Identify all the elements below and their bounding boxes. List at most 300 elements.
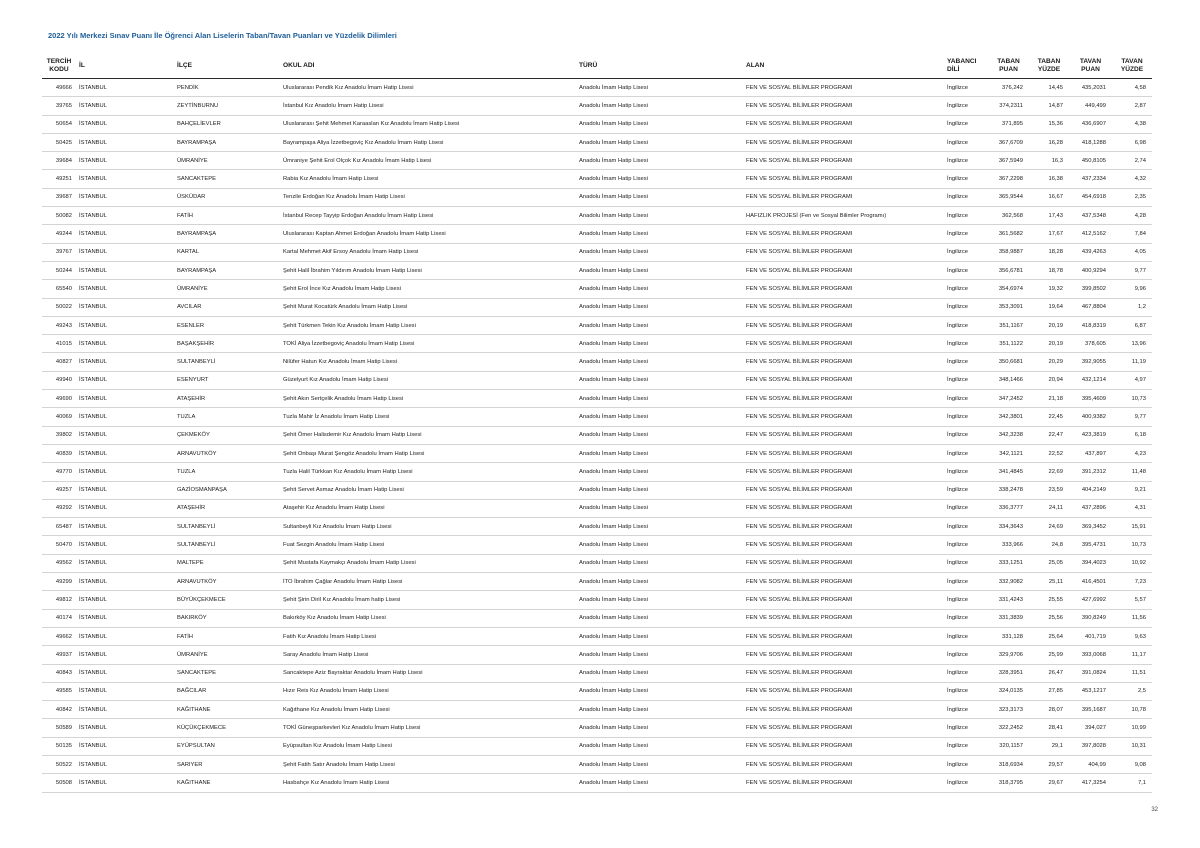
cell-turu: Anadolu İmam Hatip Lisesi [576,444,743,462]
cell-alan: FEN VE SOSYAL BİLİMLER PROGRAMI [743,225,944,243]
cell-taban-puan: 367,6709 [988,133,1029,151]
cell-tercih-kodu: 50522 [42,755,76,773]
cell-ilce: GAZİOSMANPAŞA [174,481,280,499]
cell-tavan-puan: 397,8028 [1069,737,1112,755]
cell-tavan-puan: 450,8105 [1069,152,1112,170]
cell-tavan-yuzde: 9,77 [1112,261,1152,279]
cell-okul-adi: İstanbul Recep Tayyip Erdoğan Anadolu İmam Hatip Lisesi [280,207,576,225]
cell-okul-adi: Kartal Mehmet Akif Ersoy Anadolu İmam Hatip Lisesi [280,243,576,261]
cell-okul-adi: Bayrampaşa Aliya İzzetbegoviç Kız Anadolu İmam Hatip Lisesi [280,133,576,151]
cell-okul-adi: Tenzile Erdoğan Kız Anadolu İmam Hatip Lisesi [280,188,576,206]
cell-turu: Anadolu İmam Hatip Lisesi [576,499,743,517]
cell-yabanci-dili: İngilizce [944,225,988,243]
cell-il: İSTANBUL [76,755,174,773]
cell-tavan-yuzde: 4,23 [1112,444,1152,462]
table-row [42,774,1152,792]
cell-okul-adi: TOKİ Aliya İzzetbegoviç Anadolu İmam Hatip Lisesi [280,335,576,353]
cell-ilce: SARIYER [174,755,280,773]
cell-alan: FEN VE SOSYAL BİLİMLER PROGRAMI [743,719,944,737]
cell-ilce: ÜSKÜDAR [174,188,280,206]
table-row [42,518,1152,536]
cell-yabanci-dili: İngilizce [944,682,988,700]
cell-tavan-puan: 395,1687 [1069,701,1112,719]
table-row [42,188,1152,206]
cell-yabanci-dili: İngilizce [944,737,988,755]
table-row [42,591,1152,609]
cell-alan: FEN VE SOSYAL BİLİMLER PROGRAMI [743,627,944,645]
cell-il: İSTANBUL [76,463,174,481]
cell-tercih-kodu: 49585 [42,682,76,700]
cell-turu: Anadolu İmam Hatip Lisesi [576,335,743,353]
cell-tercih-kodu: 49562 [42,554,76,572]
cell-tavan-puan: 394,4023 [1069,554,1112,572]
cell-tavan-yuzde: 2,5 [1112,682,1152,700]
cell-il: İSTANBUL [76,481,174,499]
cell-tercih-kodu: 50470 [42,536,76,554]
cell-taban-yuzde: 22,47 [1029,426,1069,444]
cell-alan: FEN VE SOSYAL BİLİMLER PROGRAMI [743,609,944,627]
cell-il: İSTANBUL [76,573,174,591]
table-row [42,316,1152,334]
cell-il: İSTANBUL [76,701,174,719]
cell-taban-puan: 347,2452 [988,390,1029,408]
cell-il: İSTANBUL [76,408,174,426]
cell-taban-yuzde: 29,57 [1029,755,1069,773]
cell-tavan-yuzde: 9,96 [1112,280,1152,298]
cell-turu: Anadolu İmam Hatip Lisesi [576,591,743,609]
cell-okul-adi: Saray Anadolu İmam Hatip Lisesi [280,646,576,664]
cell-ilce: KARTAL [174,243,280,261]
cell-tavan-yuzde: 10,78 [1112,701,1152,719]
table-row [42,390,1152,408]
table-body [42,79,1152,793]
cell-alan: FEN VE SOSYAL BİLİMLER PROGRAMI [743,335,944,353]
cell-tavan-yuzde: 11,51 [1112,664,1152,682]
cell-tercih-kodu: 49666 [42,79,76,97]
cell-tavan-yuzde: 11,48 [1112,463,1152,481]
cell-tavan-puan: 395,4731 [1069,536,1112,554]
cell-yabanci-dili: İngilizce [944,408,988,426]
cell-il: İSTANBUL [76,591,174,609]
cell-tercih-kodu: 49940 [42,371,76,389]
header-taban-puan: TABAN PUAN [988,53,1029,79]
cell-alan: FEN VE SOSYAL BİLİMLER PROGRAMI [743,646,944,664]
table-row [42,225,1152,243]
table-row [42,664,1152,682]
cell-taban-puan: 331,3839 [988,609,1029,627]
table-row [42,426,1152,444]
cell-taban-puan: 371,895 [988,115,1029,133]
table-row [42,627,1152,645]
cell-taban-puan: 367,5949 [988,152,1029,170]
cell-taban-yuzde: 18,28 [1029,243,1069,261]
table-row [42,682,1152,700]
cell-taban-puan: 318,6934 [988,755,1029,773]
cell-turu: Anadolu İmam Hatip Lisesi [576,170,743,188]
header-yabanci-dili: YABANCI DİLİ [944,53,988,79]
cell-okul-adi: Şehit Şirin Diril Kız Anadolu İmam hatip Lisesi [280,591,576,609]
cell-alan: FEN VE SOSYAL BİLİMLER PROGRAMI [743,298,944,316]
cell-yabanci-dili: İngilizce [944,627,988,645]
cell-il: İSTANBUL [76,188,174,206]
cell-taban-puan: 320,1157 [988,737,1029,755]
cell-alan: FEN VE SOSYAL BİLİMLER PROGRAMI [743,499,944,517]
header-okul-adi: OKUL ADI [280,53,576,79]
cell-tavan-yuzde: 11,19 [1112,353,1152,371]
cell-tavan-yuzde: 2,35 [1112,188,1152,206]
cell-taban-puan: 356,6781 [988,261,1029,279]
cell-alan: FEN VE SOSYAL BİLİMLER PROGRAMI [743,682,944,700]
cell-tavan-yuzde: 13,96 [1112,335,1152,353]
cell-taban-puan: 351,1167 [988,316,1029,334]
cell-tercih-kodu: 49299 [42,573,76,591]
header-turu: TÜRÜ [576,53,743,79]
cell-yabanci-dili: İngilizce [944,774,988,792]
cell-taban-yuzde: 25,05 [1029,554,1069,572]
cell-taban-puan: 342,3238 [988,426,1029,444]
cell-ilce: ATAŞEHİR [174,390,280,408]
cell-yabanci-dili: İngilizce [944,298,988,316]
cell-taban-puan: 341,4845 [988,463,1029,481]
cell-il: İSTANBUL [76,499,174,517]
cell-il: İSTANBUL [76,225,174,243]
cell-okul-adi: Uluslararası Pendik Kız Anadolu İmam Hatip Lisesi [280,79,576,97]
cell-yabanci-dili: İngilizce [944,170,988,188]
cell-taban-yuzde: 20,94 [1029,371,1069,389]
table-row [42,737,1152,755]
cell-tercih-kodu: 50022 [42,298,76,316]
cell-il: İSTANBUL [76,371,174,389]
school-score-table [42,53,1152,793]
cell-tercih-kodu: 39767 [42,243,76,261]
cell-il: İSTANBUL [76,554,174,572]
cell-taban-puan: 365,9544 [988,188,1029,206]
cell-okul-adi: Tuzla Halil Türkkan Kız Anadolu İmam Hatip Lisesi [280,463,576,481]
header-alan: ALAN [743,53,944,79]
cell-tavan-puan: 436,6907 [1069,115,1112,133]
cell-okul-adi: Şehit Servet Asmaz Anadolu İmam Hatip Lisesi [280,481,576,499]
cell-alan: FEN VE SOSYAL BİLİMLER PROGRAMI [743,188,944,206]
table-row [42,499,1152,517]
cell-alan: FEN VE SOSYAL BİLİMLER PROGRAMI [743,243,944,261]
cell-il: İSTANBUL [76,627,174,645]
cell-yabanci-dili: İngilizce [944,79,988,97]
cell-il: İSTANBUL [76,390,174,408]
cell-turu: Anadolu İmam Hatip Lisesi [576,79,743,97]
table-row [42,609,1152,627]
cell-alan: FEN VE SOSYAL BİLİMLER PROGRAMI [743,170,944,188]
cell-il: İSTANBUL [76,133,174,151]
cell-taban-puan: 322,2452 [988,719,1029,737]
cell-ilce: BAKIRKÖY [174,609,280,627]
cell-turu: Anadolu İmam Hatip Lisesi [576,97,743,115]
cell-tavan-puan: 391,0824 [1069,664,1112,682]
cell-yabanci-dili: İngilizce [944,371,988,389]
table-row [42,536,1152,554]
cell-yabanci-dili: İngilizce [944,554,988,572]
cell-tavan-yuzde: 6,87 [1112,316,1152,334]
cell-tavan-yuzde: 4,58 [1112,79,1152,97]
cell-il: İSTANBUL [76,737,174,755]
cell-taban-yuzde: 16,38 [1029,170,1069,188]
cell-okul-adi: Eyüpsultan Kız Anadolu İmam Hatip Lisesi [280,737,576,755]
cell-turu: Anadolu İmam Hatip Lisesi [576,408,743,426]
cell-ilce: KÜÇÜKÇEKMECE [174,719,280,737]
cell-il: İSTANBUL [76,719,174,737]
cell-tavan-yuzde: 9,63 [1112,627,1152,645]
cell-alan: FEN VE SOSYAL BİLİMLER PROGRAMI [743,371,944,389]
cell-ilce: ÜMRANİYE [174,646,280,664]
cell-okul-adi: Nilüfer Hatun Kız Anadolu İmam Hatip Lisesi [280,353,576,371]
cell-tavan-puan: 437,2896 [1069,499,1112,517]
cell-tavan-puan: 449,499 [1069,97,1112,115]
cell-turu: Anadolu İmam Hatip Lisesi [576,207,743,225]
table-row [42,554,1152,572]
cell-il: İSTANBUL [76,353,174,371]
cell-tavan-yuzde: 7,84 [1112,225,1152,243]
cell-tavan-yuzde: 2,87 [1112,97,1152,115]
cell-tavan-puan: 437,2334 [1069,170,1112,188]
table-row [42,481,1152,499]
cell-ilce: AVCILAR [174,298,280,316]
cell-taban-yuzde: 19,64 [1029,298,1069,316]
cell-alan: FEN VE SOSYAL BİLİMLER PROGRAMI [743,353,944,371]
cell-tercih-kodu: 49662 [42,627,76,645]
cell-tercih-kodu: 49257 [42,481,76,499]
cell-taban-yuzde: 26,47 [1029,664,1069,682]
cell-taban-puan: 328,3951 [988,664,1029,682]
cell-turu: Anadolu İmam Hatip Lisesi [576,609,743,627]
cell-yabanci-dili: İngilizce [944,390,988,408]
cell-yabanci-dili: İngilizce [944,609,988,627]
cell-ilce: EYÜPSULTAN [174,737,280,755]
cell-taban-yuzde: 29,1 [1029,737,1069,755]
table-row [42,243,1152,261]
cell-tavan-yuzde: 4,31 [1112,499,1152,517]
cell-tercih-kodu: 49251 [42,170,76,188]
cell-taban-puan: 353,3091 [988,298,1029,316]
cell-ilce: PENDİK [174,79,280,97]
cell-tavan-yuzde: 4,05 [1112,243,1152,261]
cell-okul-adi: Şehit Onbaşı Murat Şengöz Anadolu İmam Hatip Lisesi [280,444,576,462]
cell-yabanci-dili: İngilizce [944,664,988,682]
cell-ilce: TUZLA [174,463,280,481]
cell-okul-adi: Tuzla Mahir İz Anadolu İmam Hatip Lisesi [280,408,576,426]
cell-yabanci-dili: İngilizce [944,463,988,481]
cell-tercih-kodu: 50589 [42,719,76,737]
cell-turu: Anadolu İmam Hatip Lisesi [576,737,743,755]
cell-turu: Anadolu İmam Hatip Lisesi [576,371,743,389]
cell-tercih-kodu: 40174 [42,609,76,627]
table-row [42,97,1152,115]
cell-tavan-yuzde: 10,99 [1112,719,1152,737]
header-taban-yuzde: TABAN YÜZDE [1029,53,1069,79]
cell-taban-puan: 324,0135 [988,682,1029,700]
cell-yabanci-dili: İngilizce [944,481,988,499]
table-row [42,646,1152,664]
cell-ilce: TUZLA [174,408,280,426]
cell-tavan-yuzde: 15,91 [1112,518,1152,536]
cell-taban-yuzde: 20,29 [1029,353,1069,371]
table-row [42,701,1152,719]
cell-alan: FEN VE SOSYAL BİLİMLER PROGRAMI [743,97,944,115]
cell-ilce: BAHÇELİEVLER [174,115,280,133]
cell-tavan-puan: 394,027 [1069,719,1112,737]
cell-il: İSTANBUL [76,97,174,115]
cell-okul-adi: Hızır Reis Kız Anadolu İmam Hatip Lisesi [280,682,576,700]
cell-tavan-puan: 400,9382 [1069,408,1112,426]
cell-yabanci-dili: İngilizce [944,518,988,536]
cell-tavan-puan: 437,897 [1069,444,1112,462]
cell-tercih-kodu: 39802 [42,426,76,444]
cell-tavan-puan: 400,9294 [1069,261,1112,279]
cell-yabanci-dili: İngilizce [944,591,988,609]
header-tavan-yuzde: TAVAN YÜZDE [1112,53,1152,79]
cell-ilce: ARNAVUTKÖY [174,444,280,462]
cell-tavan-puan: 391,2312 [1069,463,1112,481]
cell-il: İSTANBUL [76,316,174,334]
cell-taban-yuzde: 19,32 [1029,280,1069,298]
table-row [42,170,1152,188]
cell-yabanci-dili: İngilizce [944,719,988,737]
cell-yabanci-dili: İngilizce [944,188,988,206]
cell-tavan-yuzde: 11,56 [1112,609,1152,627]
cell-tercih-kodu: 49690 [42,390,76,408]
cell-tavan-puan: 423,3819 [1069,426,1112,444]
cell-tavan-puan: 418,8319 [1069,316,1112,334]
cell-turu: Anadolu İmam Hatip Lisesi [576,243,743,261]
cell-tavan-yuzde: 9,77 [1112,408,1152,426]
cell-taban-puan: 318,3795 [988,774,1029,792]
cell-okul-adi: Şehit Ömer Halisdemir Kız Anadolu İmam Hatip Lisesi [280,426,576,444]
cell-yabanci-dili: İngilizce [944,701,988,719]
cell-okul-adi: Fatih Kız Anadolu İmam Hatip Lisesi [280,627,576,645]
cell-ilce: ÜMRANİYE [174,280,280,298]
table-row [42,335,1152,353]
cell-okul-adi: Hasbahçe Kız Anadolu İmam Hatip Lisesi [280,774,576,792]
cell-tercih-kodu: 40839 [42,444,76,462]
cell-taban-puan: 331,128 [988,627,1029,645]
cell-tavan-puan: 427,6992 [1069,591,1112,609]
cell-turu: Anadolu İmam Hatip Lisesi [576,280,743,298]
cell-ilce: ESENYURT [174,371,280,389]
cell-il: İSTANBUL [76,774,174,792]
cell-yabanci-dili: İngilizce [944,280,988,298]
cell-alan: FEN VE SOSYAL BİLİMLER PROGRAMI [743,390,944,408]
cell-tavan-puan: 412,5162 [1069,225,1112,243]
cell-taban-yuzde: 16,3 [1029,152,1069,170]
cell-taban-puan: 361,5682 [988,225,1029,243]
table-row [42,115,1152,133]
table-row [42,79,1152,97]
cell-yabanci-dili: İngilizce [944,152,988,170]
cell-turu: Anadolu İmam Hatip Lisesi [576,536,743,554]
cell-yabanci-dili: İngilizce [944,335,988,353]
cell-taban-yuzde: 18,78 [1029,261,1069,279]
cell-taban-yuzde: 25,11 [1029,573,1069,591]
cell-okul-adi: İTO İbrahim Çağlar Anadolu İmam Hatip Lisesi [280,573,576,591]
header-ilce: İLÇE [174,53,280,79]
cell-tavan-puan: 432,1214 [1069,371,1112,389]
cell-okul-adi: Şehit Türkmen Tekin Kız Anadolu İmam Hatip Lisesi [280,316,576,334]
cell-okul-adi: TOKİ Güneşparkevleri Kız Anadolu İmam Hatip Lisesi [280,719,576,737]
cell-taban-puan: 338,2478 [988,481,1029,499]
cell-tavan-puan: 453,1217 [1069,682,1112,700]
cell-taban-yuzde: 25,64 [1029,627,1069,645]
cell-turu: Anadolu İmam Hatip Lisesi [576,298,743,316]
cell-tercih-kodu: 50135 [42,737,76,755]
cell-alan: FEN VE SOSYAL BİLİMLER PROGRAMI [743,573,944,591]
cell-turu: Anadolu İmam Hatip Lisesi [576,664,743,682]
cell-il: İSTANBUL [76,682,174,700]
cell-turu: Anadolu İmam Hatip Lisesi [576,426,743,444]
cell-tercih-kodu: 40843 [42,664,76,682]
cell-tavan-puan: 467,8804 [1069,298,1112,316]
cell-ilce: BAYRAMPAŞA [174,225,280,243]
cell-il: İSTANBUL [76,261,174,279]
cell-okul-adi: Kağıthane Kız Anadolu İmam Hatip Lisesi [280,701,576,719]
cell-alan: HAFIZLIK PROJESİ (Fen ve Sosyal Bilimler Programı) [743,207,944,225]
cell-yabanci-dili: İngilizce [944,755,988,773]
cell-taban-yuzde: 20,19 [1029,316,1069,334]
page-title: 2022 Yılı Merkezi Sınav Puanı İle Öğrenci Alan Liselerin Taban/Tavan Puanları ve Yüzdelik Dilimleri [48,31,397,40]
cell-yabanci-dili: İngilizce [944,316,988,334]
cell-tavan-puan: 454,6918 [1069,188,1112,206]
cell-okul-adi: Şehit Fatih Satır Anadolu İmam Hatip Lisesi [280,755,576,773]
cell-ilce: BAYRAMPAŞA [174,133,280,151]
cell-turu: Anadolu İmam Hatip Lisesi [576,554,743,572]
cell-tavan-yuzde: 2,74 [1112,152,1152,170]
cell-tavan-puan: 378,605 [1069,335,1112,353]
cell-tavan-puan: 369,3452 [1069,518,1112,536]
table-row [42,573,1152,591]
cell-okul-adi: Şehit Erol İnce Kız Anadolu İmam Hatip Lisesi [280,280,576,298]
cell-tercih-kodu: 49937 [42,646,76,664]
cell-turu: Anadolu İmam Hatip Lisesi [576,353,743,371]
cell-taban-yuzde: 14,87 [1029,97,1069,115]
cell-tavan-puan: 390,8249 [1069,609,1112,627]
cell-taban-puan: 329,9706 [988,646,1029,664]
cell-yabanci-dili: İngilizce [944,261,988,279]
cell-tavan-yuzde: 6,98 [1112,133,1152,151]
cell-taban-yuzde: 24,11 [1029,499,1069,517]
cell-tavan-yuzde: 10,31 [1112,737,1152,755]
cell-ilce: FATİH [174,207,280,225]
cell-taban-puan: 367,2298 [988,170,1029,188]
cell-ilce: ESENLER [174,316,280,334]
cell-taban-yuzde: 29,67 [1029,774,1069,792]
cell-alan: FEN VE SOSYAL BİLİMLER PROGRAMI [743,664,944,682]
cell-yabanci-dili: İngilizce [944,444,988,462]
cell-il: İSTANBUL [76,426,174,444]
cell-tercih-kodu: 50082 [42,207,76,225]
cell-taban-yuzde: 25,56 [1029,609,1069,627]
cell-okul-adi: Fuat Sezgin Anadolu İmam Hatip Lisesi [280,536,576,554]
cell-il: İSTANBUL [76,152,174,170]
cell-tercih-kodu: 50508 [42,774,76,792]
cell-ilce: FATİH [174,627,280,645]
table-row [42,755,1152,773]
cell-ilce: ARNAVUTKÖY [174,573,280,591]
cell-alan: FEN VE SOSYAL BİLİMLER PROGRAMI [743,481,944,499]
cell-tavan-yuzde: 10,73 [1112,536,1152,554]
cell-tavan-yuzde: 6,18 [1112,426,1152,444]
cell-tercih-kodu: 65487 [42,518,76,536]
cell-turu: Anadolu İmam Hatip Lisesi [576,261,743,279]
cell-tercih-kodu: 40827 [42,353,76,371]
cell-alan: FEN VE SOSYAL BİLİMLER PROGRAMI [743,554,944,572]
cell-tercih-kodu: 49243 [42,316,76,334]
